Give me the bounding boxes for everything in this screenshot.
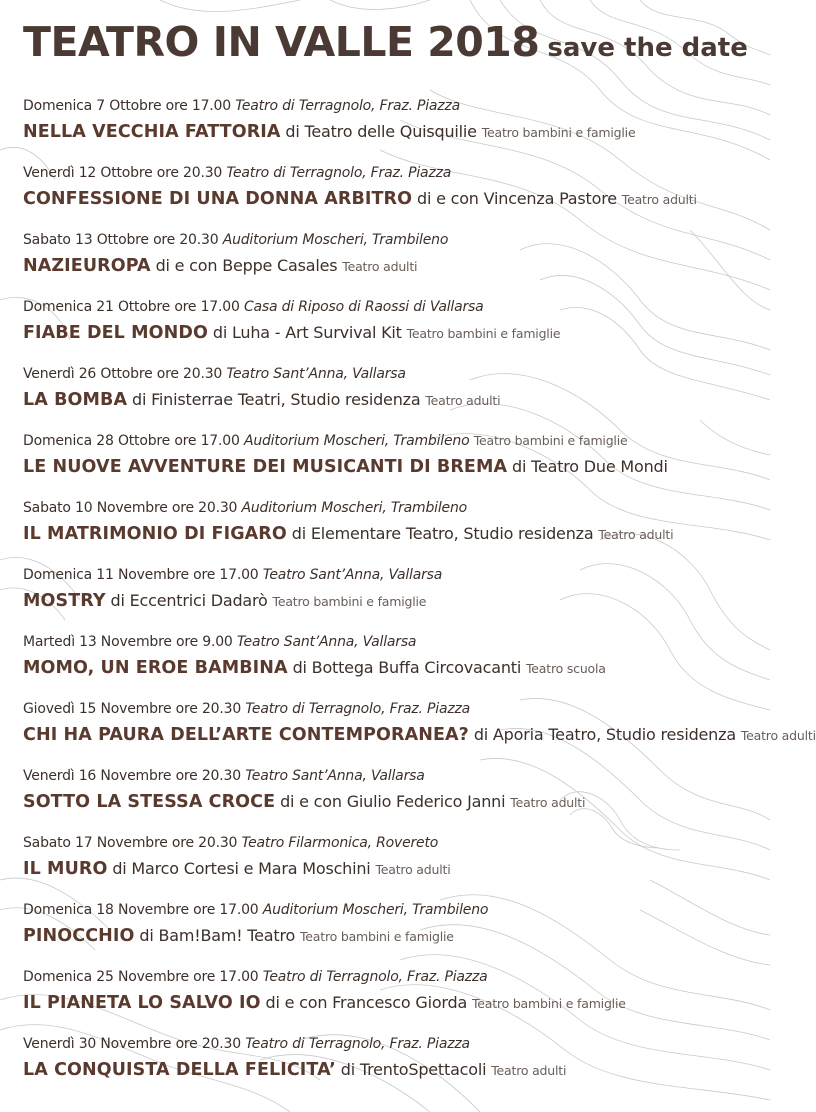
event-show-line [23,789,585,815]
event-date: Venerdì 30 Novembre ore 20.30 [23,1036,241,1052]
event-show-title: MOMO, UN EROE BAMBINA [23,658,288,678]
header [23,18,748,66]
event-credit: di Teatro Due Mondi [512,457,668,476]
event-venue: Teatro di Terragnolo, Fraz. Piazza [226,165,452,181]
event-venue: Teatro Sant’Anna, Vallarsa [245,768,425,784]
event-item [23,632,606,681]
event-category: Teatro adulti [740,728,816,743]
event-date: Domenica 7 Ottobre ore 17.00 [23,98,231,114]
event-venue: Teatro Filarmonica, Rovereto [241,835,439,851]
event-item [23,364,500,413]
event-item [23,498,673,547]
event-date: Venerdì 26 Ottobre ore 20.30 [23,366,223,382]
event-show-line [23,521,673,547]
event-show-line [23,856,450,882]
event-item [23,230,448,279]
event-date: Giovedì 15 Novembre ore 20.30 [23,701,242,717]
event-show-title: NELLA VECCHIA FATTORIA [23,122,281,142]
event-show-title: IL MURO [23,859,108,879]
event-show-line [23,119,635,145]
event-date-line [23,297,560,317]
event-credit: di e con Vincenza Pastore [416,189,617,208]
event-category: Teatro bambini e famiglie [481,125,636,140]
event-show-title: LA BOMBA [23,390,128,410]
event-credit: di Elementare Teatro, Studio residenza [291,524,594,543]
event-item [23,967,626,1016]
event-show-title: LA CONQUISTA DELLA FELICITA’ [23,1060,336,1080]
event-date-line [23,1034,566,1054]
event-date: Venerdì 16 Novembre ore 20.30 [23,768,241,784]
event-date-line [23,900,488,920]
event-credit: di Aporia Teatro, Studio residenza [473,725,736,744]
event-show-line [23,253,448,279]
event-credit: di Luha - Art Survival Kit [212,323,402,342]
event-date: Sabato 17 Novembre ore 20.30 [23,835,238,851]
event-show-line [23,320,560,346]
event-venue: Teatro Sant’Anna, Vallarsa [226,366,406,382]
event-date-line [23,632,606,652]
event-show-title: CHI HA PAURA DELL’ARTE CONTEMPORANEA? [23,725,469,745]
event-credit: di Teatro delle Quisquilie [285,122,477,141]
event-venue: Teatro Sant’Anna, Vallarsa [262,567,443,583]
event-venue: Auditorium Moscheri, Trambileno [262,902,489,918]
event-date-line [23,967,626,987]
event-show-title: IL MATRIMONIO DI FIGARO [23,524,287,544]
event-show-title: FIABE DEL MONDO [23,323,208,343]
event-date-line [23,766,585,786]
event-date-line [23,431,668,451]
event-credit: di Finisterrae Teatri, Studio residenza [132,390,421,409]
event-date-line [23,565,442,585]
page-title: TEATRO IN VALLE 2018 [23,18,540,66]
event-show-title: NAZIEUROPA [23,256,151,276]
event-date: Venerdì 12 Ottobre ore 20.30 [23,165,223,181]
event-show-title: SOTTO LA STESSA CROCE [23,792,276,812]
event-credit: di e con Francesco Giorda [265,993,468,1012]
event-date-line [23,163,697,183]
event-date: Sabato 13 Ottobre ore 20.30 [23,232,219,248]
event-date: Domenica 25 Novembre ore 17.00 [23,969,259,985]
event-category: Teatro scuola [526,661,606,676]
event-show-line [23,1057,566,1083]
event-date-line [23,833,450,853]
event-show-line [23,387,500,413]
event-credit: di e con Giulio Federico Janni [280,792,506,811]
event-show-title: CONFESSIONE DI UNA DONNA ARBITRO [23,189,413,209]
event-date-line [23,96,635,116]
event-category: Teatro adulti [425,393,501,408]
event-venue: Teatro di Terragnolo, Fraz. Piazza [245,701,471,717]
event-date: Domenica 18 Novembre ore 17.00 [23,902,259,918]
event-show-line [23,923,488,949]
event-show-line [23,990,626,1016]
event-item [23,833,450,882]
event-show-line [23,454,668,480]
event-category: Teatro bambini e famiglie [272,594,427,609]
event-date-line [23,498,673,518]
event-credit: di e con Beppe Casales [155,256,338,275]
event-item [23,431,668,480]
event-category: Teatro adulti [342,259,418,274]
event-category: Teatro bambini e famiglie [300,929,454,944]
event-venue: Teatro Sant’Anna, Vallarsa [236,634,417,650]
event-category: Teatro bambini e famiglie [406,326,561,341]
event-item [23,565,442,614]
event-show-line [23,655,606,681]
event-item [23,1034,566,1083]
event-date-line [23,230,448,250]
event-show-title: MOSTRY [23,591,106,611]
event-credit: di Bam!Bam! Teatro [139,926,296,945]
event-category: Teatro adulti [621,192,697,207]
event-venue: Teatro di Terragnolo, Fraz. Piazza [262,969,488,985]
event-date: Sabato 10 Novembre ore 20.30 [23,500,238,516]
event-date: Domenica 28 Ottobre ore 17.00 [23,433,240,449]
event-date-line [23,364,500,384]
event-date: Domenica 21 Ottobre ore 17.00 [23,299,240,315]
event-show-title: IL PIANETA LO SALVO IO [23,993,261,1013]
event-item [23,297,560,346]
event-date: Martedì 13 Novembre ore 9.00 [23,634,233,650]
event-show-line [23,722,816,748]
event-venue: Teatro di Terragnolo, Fraz. Piazza [235,98,460,114]
event-item [23,900,488,949]
event-item [23,163,697,212]
event-credit: di Marco Cortesi e Mara Moschini [112,859,371,878]
event-item [23,766,585,815]
event-category: Teatro adulti [598,527,674,542]
event-category: Teatro adulti [375,862,451,877]
event-category: Teatro adulti [491,1063,567,1078]
event-venue: Casa di Riposo di Raossi di Vallarsa [243,299,484,315]
page-subtitle: save the date [547,33,748,63]
event-category: Teatro bambini e famiglie [471,996,626,1011]
event-show-line [23,186,697,212]
event-item [23,96,635,145]
event-category: Teatro adulti [510,795,586,810]
event-show-title: LE NUOVE AVVENTURE DEI MUSICANTI DI BREMA [23,457,508,477]
event-venue: Auditorium Moscheri, Trambileno [241,500,468,516]
event-date: Domenica 11 Novembre ore 17.00 [23,567,259,583]
event-credit: di Bottega Buffa Circovacanti [292,658,522,677]
event-venue: Teatro di Terragnolo, Fraz. Piazza [245,1036,470,1052]
event-category: Teatro bambini e famiglie [473,433,628,448]
event-date-line [23,699,816,719]
event-show-title: PINOCCHIO [23,926,135,946]
event-credit: di TrentoSpettacoli [340,1060,487,1079]
event-venue: Auditorium Moscheri, Trambileno [222,232,449,248]
event-show-line [23,588,442,614]
event-venue: Auditorium Moscheri, Trambileno [243,433,470,449]
event-item [23,699,816,748]
event-credit: di Eccentrici Dadarò [110,591,268,610]
